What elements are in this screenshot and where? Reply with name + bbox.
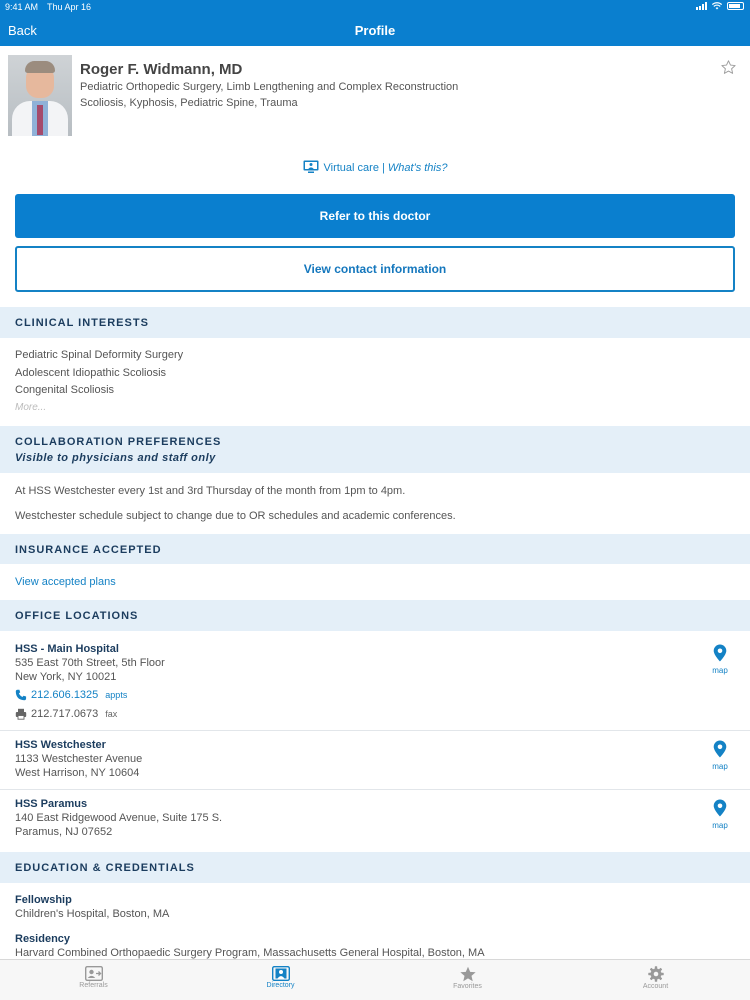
tab-favorites[interactable] <box>374 960 561 1000</box>
status-icons <box>696 2 744 10</box>
map-label: map <box>712 666 728 675</box>
interest-item: Congenital Scoliosis <box>15 384 115 396</box>
tab-bar <box>0 959 750 1000</box>
tab-directory[interactable] <box>187 960 374 1000</box>
view-accepted-plans-link[interactable]: View accepted plans <box>15 576 116 588</box>
phone-icon <box>15 689 27 701</box>
section-title: OFFICE LOCATIONS <box>15 610 139 622</box>
map-pin-icon <box>713 740 727 758</box>
whats-this-link[interactable]: What's this? <box>387 162 448 174</box>
map-button[interactable] <box>707 644 733 675</box>
interest-item: Pediatric Spinal Deformity Surgery <box>15 349 184 361</box>
doctor-focus-areas: Scoliosis, Kyphosis, Pediatric Spine, Trauma <box>80 97 298 109</box>
status-bar <box>0 0 750 14</box>
phone-tag: appts <box>105 690 128 700</box>
tab-label: Referrals <box>79 982 108 989</box>
office-address-line: 140 East Ridgewood Avenue, Suite 175 S. <box>15 812 223 824</box>
office-phone <box>15 689 127 701</box>
collaboration-note: At HSS Westchester every 1st and 3rd Thursday of the month from 1pm to 4pm. <box>15 485 406 497</box>
fax-tag: fax <box>105 709 118 719</box>
office-address-line: West Harrison, NY 10604 <box>15 767 140 779</box>
signal-icon <box>696 2 707 10</box>
map-label: map <box>712 821 728 830</box>
virtual-care-separator: | <box>378 162 388 174</box>
divider <box>0 789 750 790</box>
section-title: INSURANCE ACCEPTED <box>15 544 162 556</box>
collaboration-header <box>0 426 750 473</box>
back-button[interactable]: Back <box>8 23 37 38</box>
favorite-star-icon[interactable] <box>720 59 737 76</box>
office-locations-header <box>0 600 750 631</box>
battery-icon <box>727 2 744 10</box>
section-title: CLINICAL INTERESTS <box>15 317 149 329</box>
virtual-care-label[interactable]: Virtual care <box>323 162 379 174</box>
office-name: HSS - Main Hospital <box>15 643 119 655</box>
map-pin-icon <box>713 644 727 662</box>
section-subtitle: Visible to physicians and staff only <box>15 452 216 464</box>
directory-icon <box>272 966 290 981</box>
section-title: EDUCATION & CREDENTIALS <box>15 862 195 874</box>
education-header <box>0 852 750 883</box>
office-fax <box>15 708 117 720</box>
tab-label: Favorites <box>453 983 482 990</box>
doctor-specialties: Pediatric Orthopedic Surgery, Limb Lengthening and Complex Reconstruction <box>80 81 459 93</box>
page-title: Profile <box>354 23 396 38</box>
fax-icon <box>15 708 27 720</box>
divider <box>0 730 750 731</box>
office-address-line: 535 East 70th Street, 5th Floor <box>15 657 165 669</box>
office-name: HSS Paramus <box>15 798 88 810</box>
status-time: 9:41 AM <box>5 2 39 12</box>
map-pin-icon <box>713 799 727 817</box>
office-phone-number[interactable]: 212.606.1325 <box>31 689 99 701</box>
clinical-interests-header <box>0 307 750 338</box>
education-title: Fellowship <box>15 894 72 906</box>
tab-account[interactable] <box>562 960 749 1000</box>
office-fax-number: 212.717.0673 <box>31 708 99 720</box>
education-detail: Children's Hospital, Boston, MA <box>15 908 170 920</box>
map-button[interactable] <box>707 740 733 771</box>
office-name: HSS Westchester <box>15 739 106 751</box>
wifi-icon <box>712 2 722 10</box>
view-contact-button[interactable]: View contact information <box>15 246 735 292</box>
nav-bar <box>0 14 750 46</box>
map-button[interactable] <box>707 799 733 830</box>
gear-icon <box>648 966 664 982</box>
map-label: map <box>712 762 728 771</box>
tab-label: Account <box>642 983 669 990</box>
status-date: Thu Apr 16 <box>47 2 92 12</box>
video-visit-icon <box>303 160 319 174</box>
more-interests-link[interactable]: More... <box>15 402 47 413</box>
referrals-icon <box>85 966 103 981</box>
virtual-care-row <box>0 160 750 174</box>
education-detail: Harvard Combined Orthopaedic Surgery Program, Massachusetts General Hospital, Boston, MA <box>15 947 485 959</box>
education-title: Residency <box>15 933 71 945</box>
refer-button[interactable]: Refer to this doctor <box>15 194 735 238</box>
office-address-line: 1133 Westchester Avenue <box>15 753 143 765</box>
office-address-line: Paramus, NJ 07652 <box>15 826 113 838</box>
doctor-photo <box>8 55 72 136</box>
section-title: COLLABORATION PREFERENCES <box>15 436 222 448</box>
tab-referrals[interactable] <box>0 960 187 1000</box>
tab-label: Directory <box>266 982 295 989</box>
office-address-line: New York, NY 10021 <box>15 671 117 683</box>
insurance-header <box>0 534 750 564</box>
collaboration-note: Westchester schedule subject to change due to OR schedules and academic conferences. <box>15 510 456 522</box>
interest-item: Adolescent Idiopathic Scoliosis <box>15 367 167 379</box>
doctor-name: Roger F. Widmann, MD <box>80 61 243 78</box>
star-icon <box>459 966 477 982</box>
